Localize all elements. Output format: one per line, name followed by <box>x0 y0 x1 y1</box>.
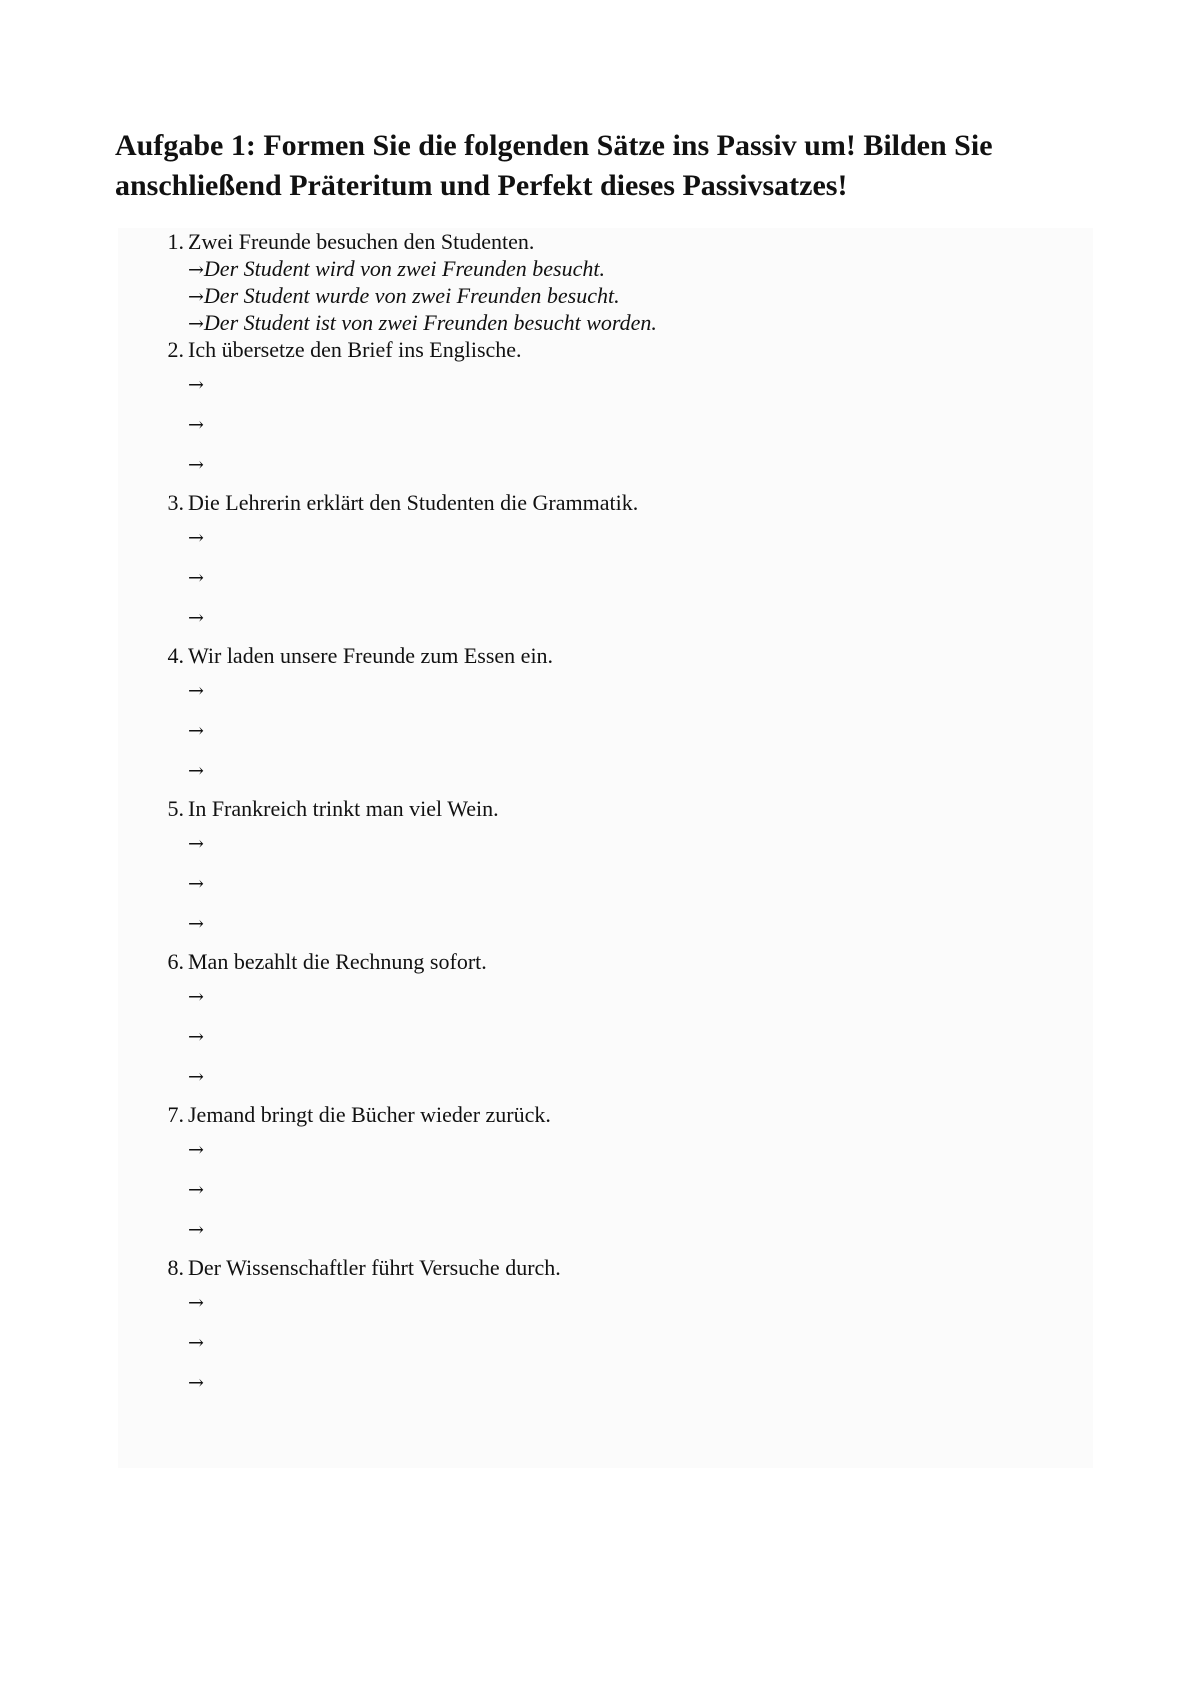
arrow-right-icon: → <box>188 286 204 308</box>
item-number: 3. <box>167 490 184 515</box>
answer-blank-line[interactable] <box>188 450 204 479</box>
answer-blank-line[interactable] <box>188 982 204 1011</box>
arrow-right-icon: → <box>188 313 204 335</box>
arrow-right-icon: → <box>188 454 204 476</box>
page-title: Aufgabe 1: Formen Sie die folgenden Sätze ins Passiv um! Bilden Sie anschließend Präteritum und Perfekt dieses Passivsatzes! <box>115 129 993 202</box>
arrow-right-icon: → <box>188 833 204 855</box>
answer-text: Der Student wird von zwei Freunden besucht. <box>203 256 605 281</box>
arrow-right-icon: → <box>188 607 204 629</box>
answer-blank-line[interactable] <box>188 1288 204 1317</box>
answer-text: Der Student ist von zwei Freunden besucht worden. <box>203 310 657 335</box>
arrow-right-icon: → <box>188 259 204 281</box>
answer-line <box>188 282 620 311</box>
arrow-right-icon: → <box>188 414 204 436</box>
arrow-right-icon: → <box>188 680 204 702</box>
item-sentence: Man bezahlt die Rechnung sofort. <box>188 949 487 974</box>
answer-blank-line[interactable] <box>188 909 204 938</box>
arrow-right-icon: → <box>188 567 204 589</box>
item-number: 2. <box>167 337 184 362</box>
arrow-right-icon: → <box>188 1332 204 1354</box>
answer-blank-line[interactable] <box>188 603 204 632</box>
answer-blank-line[interactable] <box>188 1368 204 1397</box>
item-sentence: Zwei Freunde besuchen den Studenten. <box>188 229 535 254</box>
answer-blank-line[interactable] <box>188 370 204 399</box>
arrow-right-icon: → <box>188 873 204 895</box>
answer-blank-line[interactable] <box>188 1328 204 1357</box>
item-sentence: Jemand bringt die Bücher wieder zurück. <box>188 1102 551 1127</box>
arrow-right-icon: → <box>188 913 204 935</box>
answer-blank-line[interactable] <box>188 1215 204 1244</box>
arrow-right-icon: → <box>188 1139 204 1161</box>
arrow-right-icon: → <box>188 374 204 396</box>
answer-text: Der Student wurde von zwei Freunden besucht. <box>203 283 620 308</box>
arrow-right-icon: → <box>188 1066 204 1088</box>
answer-blank-line[interactable] <box>188 829 204 858</box>
answer-line <box>188 255 605 284</box>
item-number: 6. <box>167 949 184 974</box>
item-number: 7. <box>167 1102 184 1127</box>
item-number: 8. <box>167 1255 184 1280</box>
arrow-right-icon: → <box>188 1292 204 1314</box>
answer-blank-line[interactable] <box>188 869 204 898</box>
item-number: 4. <box>167 643 184 668</box>
answer-blank-line[interactable] <box>188 563 204 592</box>
answer-blank-line[interactable] <box>188 1062 204 1091</box>
exercise-box <box>118 228 1093 1468</box>
arrow-right-icon: → <box>188 1179 204 1201</box>
answer-blank-line[interactable] <box>188 1135 204 1164</box>
item-sentence: Die Lehrerin erklärt den Studenten die Grammatik. <box>188 490 639 515</box>
arrow-right-icon: → <box>188 986 204 1008</box>
item-sentence: Wir laden unsere Freunde zum Essen ein. <box>188 643 554 668</box>
answer-blank-line[interactable] <box>188 1175 204 1204</box>
answer-line <box>188 309 657 338</box>
answer-blank-line[interactable] <box>188 676 204 705</box>
item-sentence: In Frankreich trinkt man viel Wein. <box>188 796 499 821</box>
arrow-right-icon: → <box>188 527 204 549</box>
arrow-right-icon: → <box>188 720 204 742</box>
item-number: 1. <box>167 229 184 254</box>
item-number: 5. <box>167 796 184 821</box>
item-sentence: Ich übersetze den Brief ins Englische. <box>188 337 522 362</box>
answer-blank-line[interactable] <box>188 1022 204 1051</box>
arrow-right-icon: → <box>188 1372 204 1394</box>
answer-blank-line[interactable] <box>188 716 204 745</box>
arrow-right-icon: → <box>188 1026 204 1048</box>
answer-blank-line[interactable] <box>188 756 204 785</box>
arrow-right-icon: → <box>188 760 204 782</box>
item-sentence: Der Wissenschaftler führt Versuche durch. <box>188 1255 561 1280</box>
answer-blank-line[interactable] <box>188 410 204 439</box>
answer-blank-line[interactable] <box>188 523 204 552</box>
arrow-right-icon: → <box>188 1219 204 1241</box>
